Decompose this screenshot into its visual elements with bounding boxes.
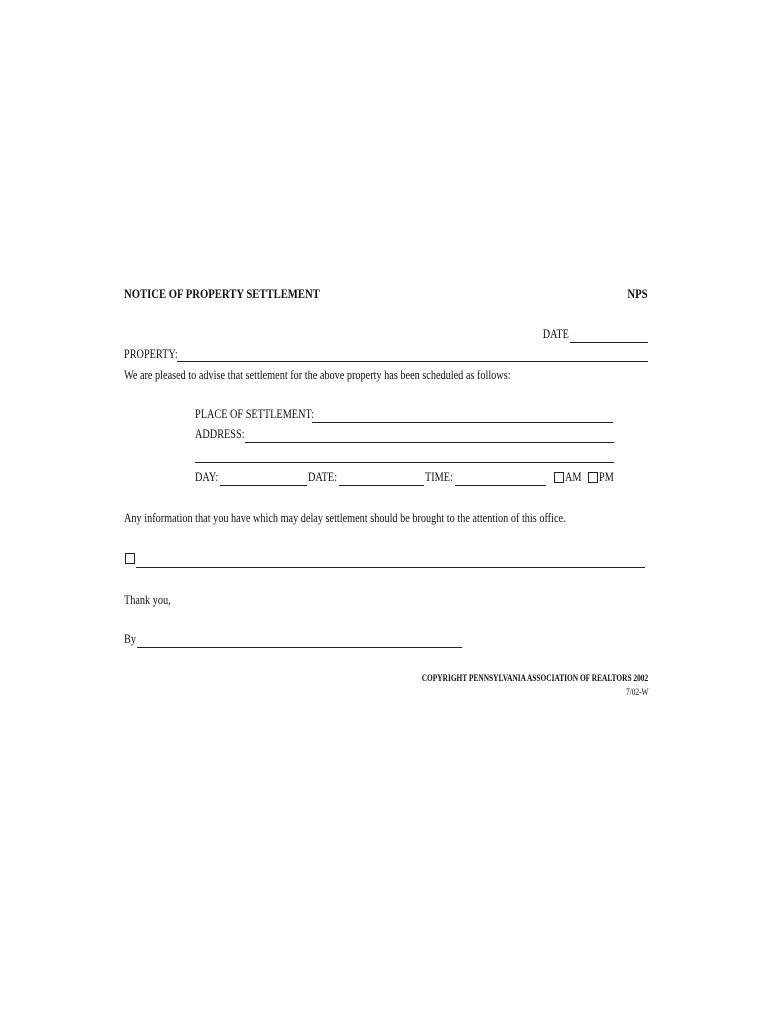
info-checkbox[interactable] [125, 553, 135, 564]
place-of-settlement-label: PLACE OF SETTLEMENT: [195, 407, 315, 421]
property-label: PROPERTY: [124, 347, 178, 361]
day-label: DAY: [195, 470, 219, 484]
form-title: NOTICE OF PROPERTY SETTLEMENT [124, 286, 320, 301]
settlement-date-field[interactable] [339, 485, 424, 486]
address-field-line-2[interactable] [195, 462, 614, 463]
signature-field[interactable] [137, 647, 462, 648]
form-code: NPS [627, 286, 648, 301]
pm-checkbox[interactable] [588, 472, 598, 483]
copyright-text: COPYRIGHT PENNSYLVANIA ASSOCIATION OF REALTORS 2002 [421, 673, 648, 683]
intro-text: We are pleased to advise that settlement for the above property has been scheduled as follows: [124, 368, 511, 382]
property-field[interactable] [177, 361, 648, 362]
info-text: Any information that you have which may delay settlement should be brought to the attention of this office. [124, 511, 566, 525]
am-label: AM [565, 470, 582, 484]
address-field[interactable] [245, 442, 614, 443]
time-field[interactable] [455, 485, 546, 486]
day-field[interactable] [220, 485, 307, 486]
date-label: DATE [542, 327, 569, 341]
info-field[interactable] [136, 567, 645, 568]
place-of-settlement-field[interactable] [312, 422, 613, 423]
time-label: TIME: [425, 470, 453, 484]
address-label: ADDRESS: [195, 427, 245, 441]
by-label: By [124, 632, 136, 646]
thanks-text: Thank you, [124, 593, 171, 607]
pm-label: PM [599, 470, 614, 484]
date-field[interactable] [570, 342, 648, 343]
am-checkbox[interactable] [554, 472, 564, 483]
revision-code: 7/02-W [625, 687, 648, 697]
settlement-date-label: DATE: [308, 470, 338, 484]
